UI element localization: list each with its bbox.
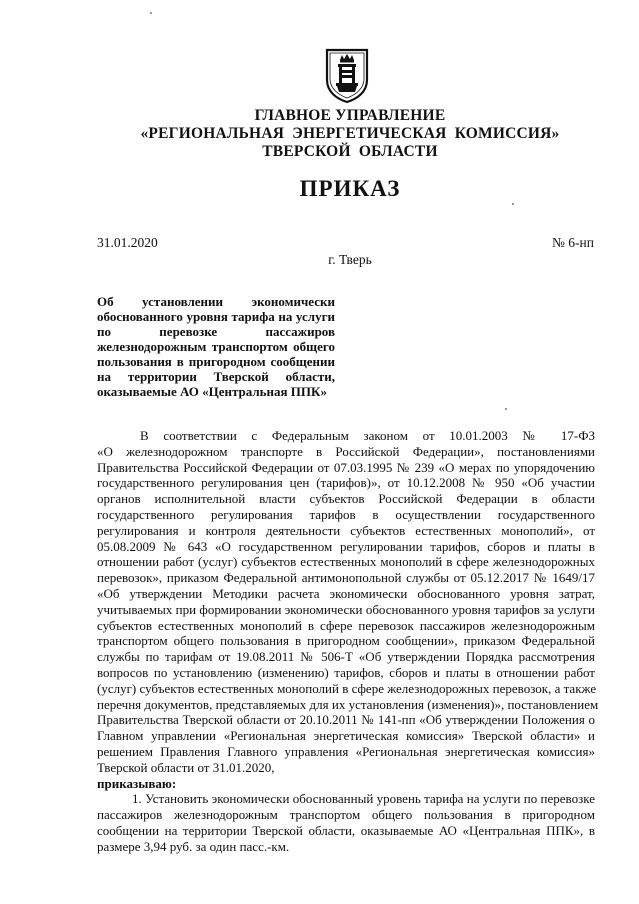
preamble-line: перечня документов, представляемых для их установления (изменения)», постановлением (97, 696, 599, 712)
preamble-line: Правительства Российской Федерации от 07.03.1995 № 239 «О мерах по упорядочению (97, 459, 595, 475)
item-1-line: 1. Установить экономически обоснованный уровень тарифа на услуги по перевозке (132, 791, 595, 807)
preamble-line: отношении работ (услуг) субъектов естественных монополий в сфере железнодорожных (97, 554, 595, 570)
preamble-line: учитываемых при формировании экономически обоснованного уровня тарифов за услуги (97, 601, 595, 617)
preamble-line: транспортом общего пользования в пригородном сообщении», приказом Федеральной (97, 633, 595, 649)
preamble-line: Тверской области от 31.01.2020, (97, 759, 275, 775)
subject-line: Об установлении экономически (97, 294, 335, 309)
preamble-line: «О железнодорожном транспорте в Российской Федерации», постановлениями (97, 443, 595, 459)
preamble-line: регулирования и контроля деятельности субъектов естественных монополий», от (97, 522, 595, 538)
document-date: 31.01.2020 (97, 235, 158, 250)
document-type-title: ПРИКАЗ (299, 176, 401, 201)
preamble-line: вопросов по установлению (изменению) тарифов, сборов и платы в отношении работ (97, 664, 595, 680)
document-city: г. Тверь (328, 252, 372, 267)
subject-line: по перевозке пассажиров (97, 324, 335, 339)
subject-line: оказываемые АО «Центральная ППК» (97, 384, 327, 399)
preamble-line: перевозок», приказом Федеральной антимонопольной службы от 05.12.2017 № 1649/17 (97, 570, 595, 586)
preamble-line: «Об утверждении Методики расчета экономически обоснованного уровня затрат, (97, 585, 595, 601)
preamble-line: решением Правления Главного управления «Региональная энергетическая комиссия» (97, 743, 595, 759)
scan-speck (150, 12, 152, 14)
preamble-line: Главном управлении «Региональная энергетическая комиссия» Тверской области» и (97, 728, 595, 744)
item-1-line: сообщении на территории Тверской области, оказываемые АО «Центральная ППК», в (97, 822, 595, 838)
subject-line: обоснованного уровня тарифа на услуги (97, 309, 335, 324)
preamble-line: государственного регулирования цен (тарифов)», от 10.12.2008 № 950 «Об участии (97, 475, 595, 491)
preamble-line: (услуг) субъектов естественных монополий в сфере железнодорожных перевозок, а также (97, 680, 597, 696)
organization-name (60, 107, 639, 161)
org-line-1: ГЛАВНОЕ УПРАВЛЕНИЕ (254, 107, 446, 124)
preamble-line: органов исполнительной власти субъектов Российской Федерации в области (97, 491, 595, 507)
item-1-line: пассажиров железнодорожным транспортом общего пользования в пригородном (97, 807, 595, 823)
subject-line: пользования в пригородном сообщении (97, 354, 335, 369)
subject-line: на территории Тверской области, (97, 369, 335, 384)
tver-coat-of-arms-icon (324, 46, 370, 104)
preamble-line: службы по тарифам от 19.08.2011 № 506-Т «Об утверждении Порядка рассмотрения (97, 649, 595, 665)
document-body (97, 428, 599, 855)
order-word: приказываю: (97, 775, 177, 791)
scan-speck (505, 408, 507, 410)
preamble-line: субъектов естественных монополий в сфере перевозок пассажиров железнодорожным (97, 617, 595, 633)
preamble-line: государственного регулирования тарифов в осуществлении государственного (97, 506, 595, 522)
org-line-3: ТВЕРСКОЙ ОБЛАСТИ (262, 143, 438, 160)
subject-line: железнодорожным транспортом общего (97, 339, 335, 354)
document-number: № 6-нп (552, 235, 594, 250)
preamble-line: 05.08.2009 № 643 «О государственном регулировании тарифов, сборов и платы в (97, 538, 595, 554)
preamble-line: Правительства Тверской области от 20.10.2011 № 141-пп «Об утверждении Положения о (97, 712, 595, 728)
item-1-line: размере 3,94 руб. за один пасс.-км. (97, 838, 290, 854)
preamble-line: В соответствии с Федеральным законом от 10.01.2003 № 17-ФЗ (140, 428, 595, 443)
org-line-2: «РЕГИОНАЛЬНАЯ ЭНЕРГЕТИЧЕСКАЯ КОМИССИЯ» (140, 125, 560, 142)
document-subject (97, 294, 335, 399)
scan-speck (512, 203, 514, 205)
